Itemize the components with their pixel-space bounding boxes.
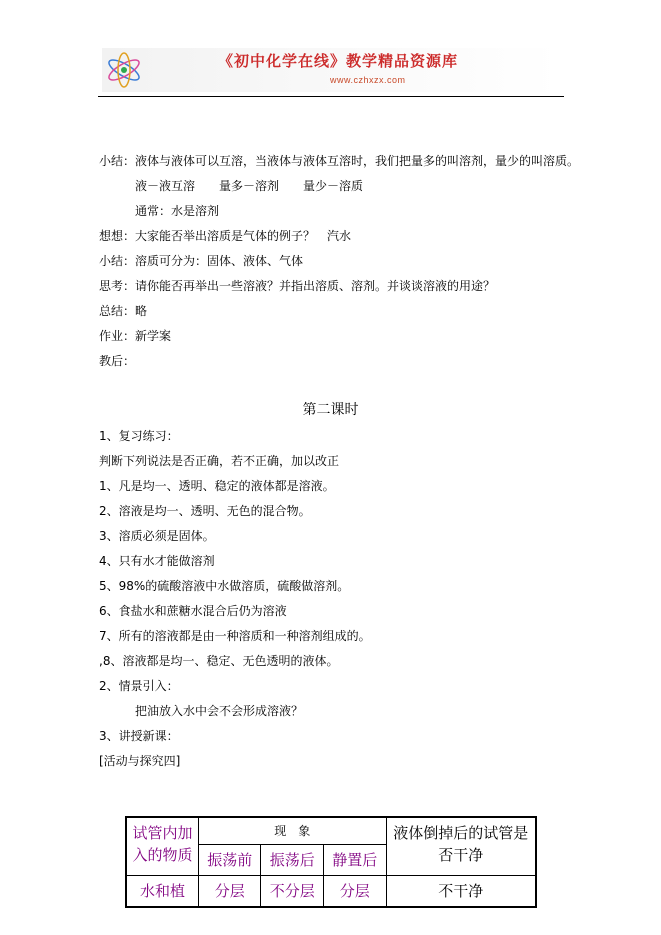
text-line: [活动与探究四] [99, 754, 181, 768]
header-url: www.czhxzx.com [330, 75, 406, 85]
text-line: 1、凡是均一、透明、稳定的液体都是溶液。 [99, 479, 335, 493]
text-line: 小结：液体与液体可以互溶，当液体与液体互溶时，我们把量多的叫溶剂，量少的叫溶质。 [99, 154, 580, 168]
header-title: 《初中化学在线》教学精品资源库 [218, 52, 459, 70]
text-line: 作业：新学案 [99, 329, 172, 343]
experiment-table [125, 816, 537, 908]
atom-logo-icon [104, 50, 144, 90]
cell-substance: 水和植 [126, 876, 198, 908]
text-line: 总结：略 [99, 304, 148, 318]
text-line: 6、食盐水和蔗糖水混合后仍为溶液 [99, 604, 287, 618]
header-tube-clean: 液体倒掉后的试管是否干净 [386, 817, 536, 876]
header-phenomenon: 现 象 [198, 817, 386, 845]
header-added-substance: 试管内加入的物质 [126, 817, 198, 876]
text-line: 7、所有的溶液都是由一种溶质和一种溶剂组成的。 [99, 629, 371, 643]
text-line: 4、只有水才能做溶剂 [99, 554, 215, 568]
subheader-after-standing: 静置后 [324, 845, 387, 876]
subheader-before-shaking: 振荡前 [198, 845, 261, 876]
text-line: 教后： [99, 354, 136, 368]
cell-after: 不分层 [261, 876, 324, 908]
text-line: 1、复习练习： [99, 429, 179, 443]
lesson-title: 第二课时 [302, 402, 359, 418]
cell-clean: 不干净 [386, 876, 536, 908]
text-line: 把油放入水中会不会形成溶液？ [135, 704, 304, 718]
text-line: 3、讲授新课： [99, 729, 179, 743]
table-header-row [126, 817, 536, 845]
text-line: 判断下列说法是否正确，若不正确，加以改正 [99, 454, 340, 468]
text-line: 液－液互溶 量多－溶剂 量少－溶质 [135, 179, 364, 193]
cell-before: 分层 [198, 876, 261, 908]
text-line: ,8、溶液都是均一、稳定、无色透明的液体。 [99, 654, 339, 668]
text-line: 2、情景引入： [99, 679, 179, 693]
page-header [98, 44, 564, 97]
subheader-after-shaking: 振荡后 [261, 845, 324, 876]
text-line: 2、溶液是均一、透明、无色的混合物。 [99, 504, 311, 518]
text-line: 小结：溶质可分为：固体、液体、气体 [99, 254, 304, 268]
text-line: 通常：水是溶剂 [135, 204, 220, 218]
text-line: 5、98%的硫酸溶液中水做溶质，硫酸做溶剂。 [99, 579, 350, 593]
text-line: 3、溶质必须是固体。 [99, 529, 215, 543]
text-line: 思考：请你能否再举出一些溶液？并指出溶质、溶剂。并谈谈溶液的用途？ [99, 279, 496, 293]
cell-still: 分层 [324, 876, 387, 908]
text-line: 想想：大家能否举出溶质是气体的例子？ 汽水 [99, 229, 352, 243]
table-row [126, 876, 536, 908]
